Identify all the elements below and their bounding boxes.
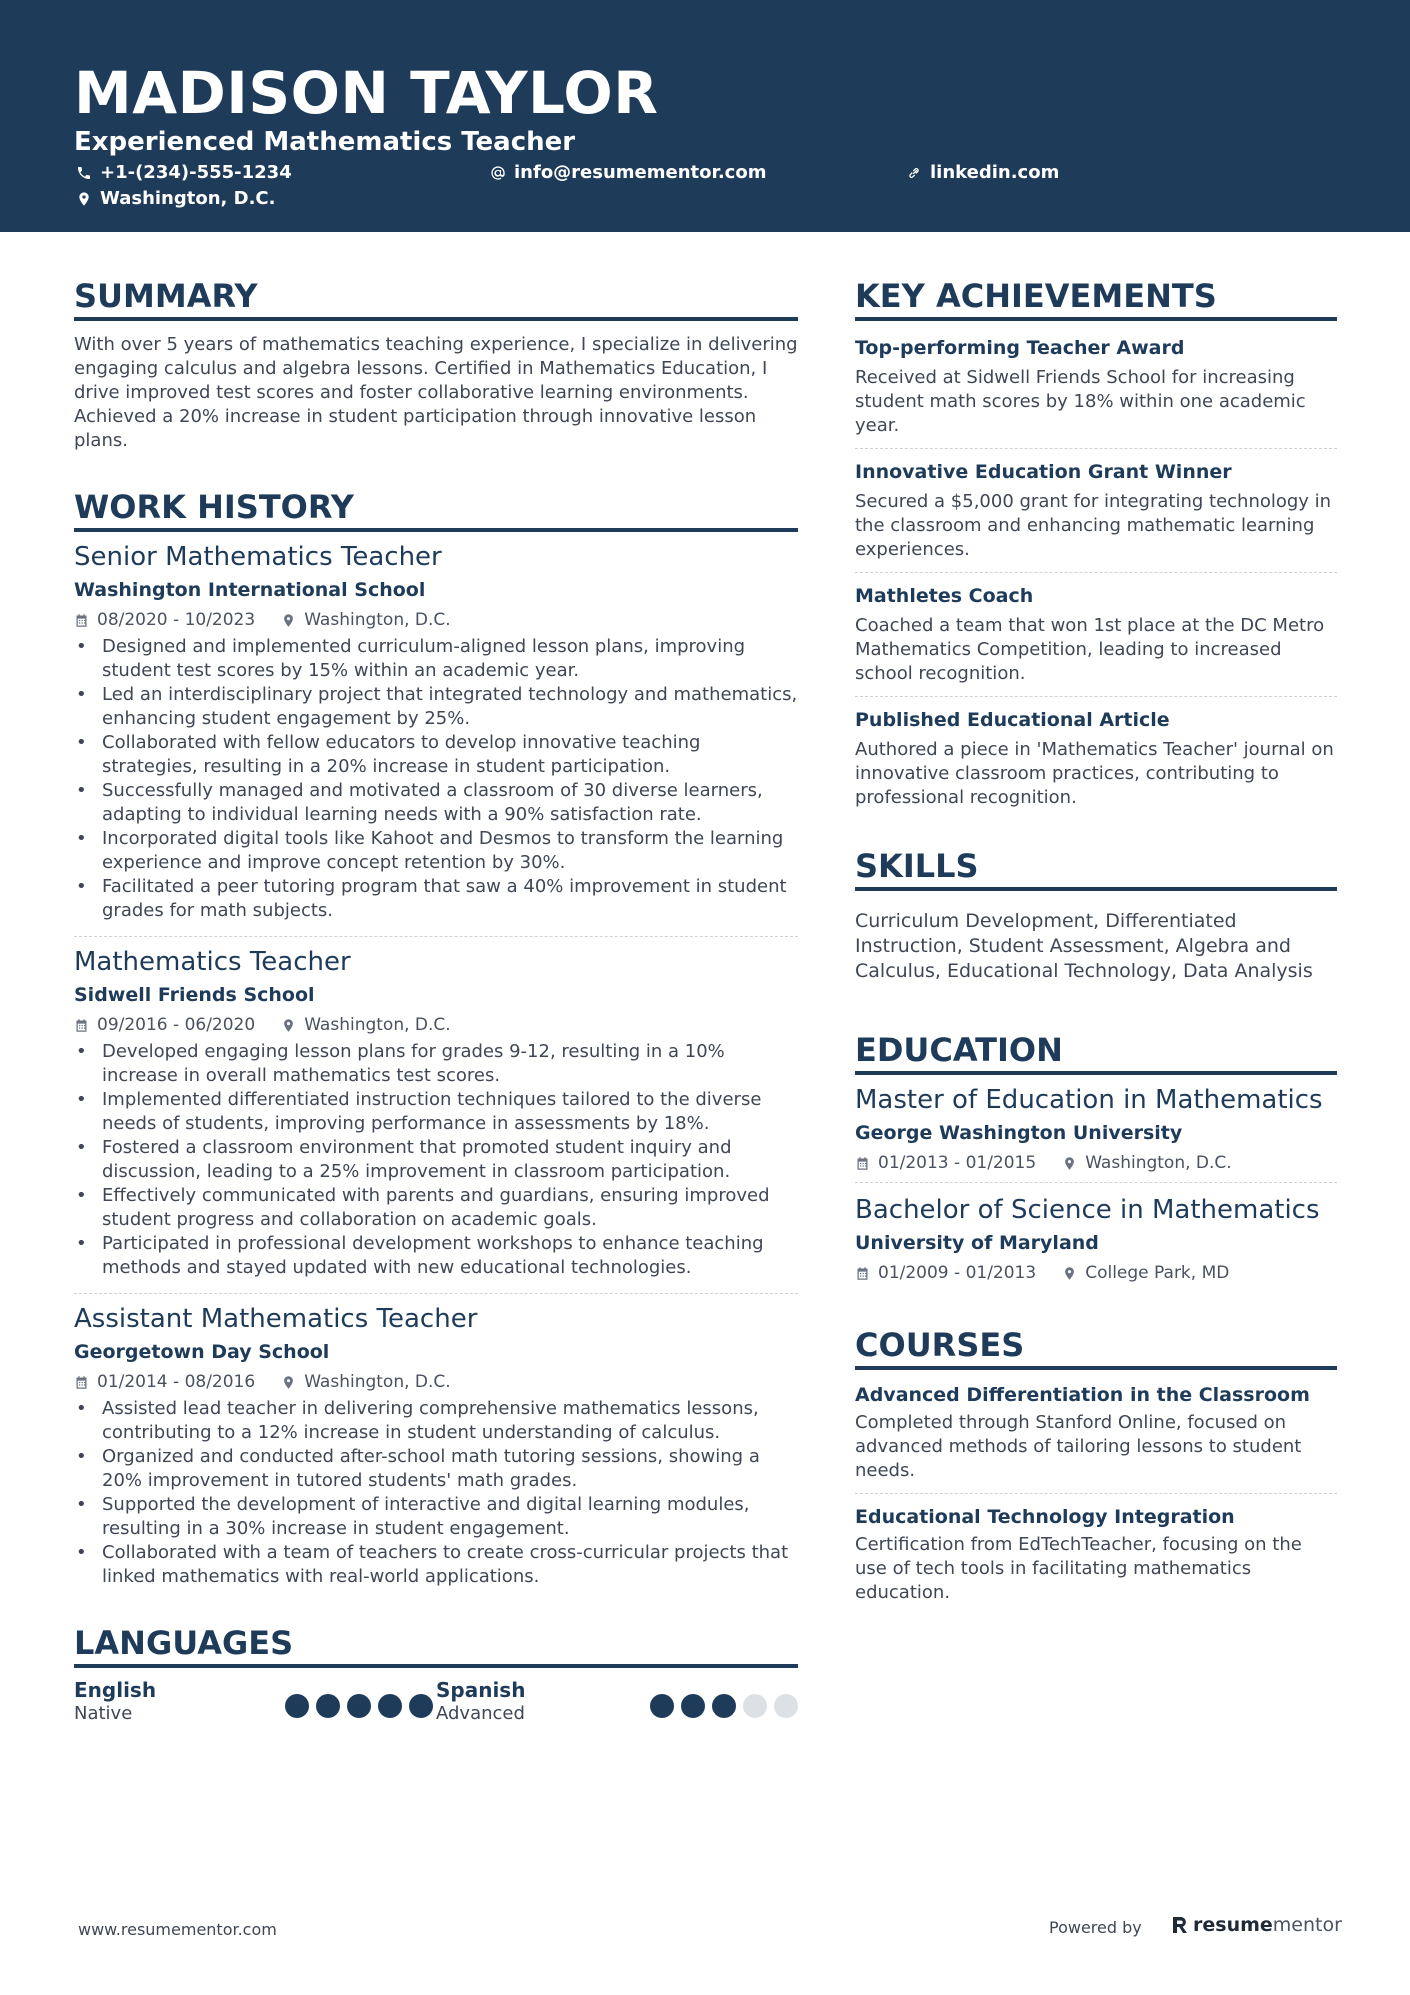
right-column — [855, 276, 1337, 1605]
achievements-heading: KEY ACHIEVEMENTS — [855, 276, 1337, 321]
job-bullets — [74, 635, 798, 923]
rating-dot-filled — [409, 1694, 433, 1718]
language-level: Native — [74, 1703, 133, 1724]
job-bullet: • Collaborated with fellow educators to develop innovative teaching strategies, resulting in a 20% increase in student participation. — [74, 731, 798, 779]
contact-phone — [76, 162, 292, 184]
job-bullet: • Led an interdisciplinary project that integrated technology and mathematics, enhancing student engagement by 25%. — [74, 683, 798, 731]
summary-text: With over 5 years of mathematics teaching experience, I specialize in delivering engaging calculus and algebra lessons. Certified in Mathematics Education, I drive improved test scores and foster collaborative learning environments. Achieved a 20% increase in student participation through innovative lesson plans. — [74, 334, 798, 451]
language-item — [74, 1678, 436, 1726]
school-name: University of Maryland — [855, 1232, 1099, 1254]
job-entry — [74, 540, 798, 923]
location-pin-icon — [281, 1375, 296, 1390]
rating-dot-empty — [743, 1694, 767, 1718]
footer-url[interactable]: www.resumementor.com — [78, 1920, 277, 1939]
achievement-desc: Received at Sidwell Friends School for increasing student math scores by 18% within one academic year. — [855, 367, 1306, 436]
course-desc: Certification from EdTechTeacher, focusing on the use of tech tools in facilitating mathematics education. — [855, 1534, 1302, 1603]
job-employer: Georgetown Day School — [74, 1341, 330, 1363]
summary-heading: SUMMARY — [74, 276, 798, 321]
job-employer: Sidwell Friends School — [74, 984, 315, 1006]
education-meta — [855, 1151, 1337, 1175]
powered-by-label: Powered by — [1049, 1918, 1142, 1937]
job-dates: 08/2020 - 10/2023 — [97, 610, 256, 630]
language-rating — [650, 1694, 798, 1718]
job-dates: 09/2016 - 06/2020 — [97, 1015, 256, 1035]
education-location: College Park, MD — [1085, 1263, 1230, 1283]
rating-dot-filled — [712, 1694, 736, 1718]
courses-heading: COURSES — [855, 1325, 1337, 1370]
job-bullet: • Assisted lead teacher in delivering comprehensive mathematics lessons, contributing to a 12% increase in student understanding of calculus. — [74, 1397, 798, 1445]
language-name: English — [74, 1678, 157, 1702]
job-employer: Washington International School — [74, 579, 426, 601]
job-bullet: • Successfully managed and motivated a classroom of 30 diverse learners, adapting to individual learning needs with a 90% satisfaction rate. — [74, 779, 798, 827]
course-desc: Completed through Stanford Online, focused on advanced methods of tailoring lessons to student needs. — [855, 1412, 1302, 1481]
course-title: Educational Technology Integration — [855, 1506, 1235, 1528]
rating-dot-filled — [681, 1694, 705, 1718]
job-bullet: • Participated in professional development workshops to enhance teaching methods and stayed updated with new educational technologies. — [74, 1232, 798, 1280]
achievement-desc: Secured a $5,000 grant for integrating technology in the classroom and enhancing mathematic learning experiences. — [855, 491, 1332, 560]
rating-dot-filled — [285, 1694, 309, 1718]
achievement-desc: Authored a piece in 'Mathematics Teacher' journal on innovative classroom practices, contributing to professional recognition. — [855, 739, 1334, 808]
job-bullet: • Supported the development of interactive and digital learning modules, resulting in a 30% increase in student engagement. — [74, 1493, 798, 1541]
education-item — [855, 1193, 1337, 1285]
job-bullet: • Designed and implemented curriculum-aligned lesson plans, improving student test scores by 15% within an academic year. — [74, 635, 798, 683]
job-title: Mathematics Teacher — [74, 947, 351, 977]
education-dates: 01/2009 - 01/2013 — [878, 1263, 1037, 1283]
job-location: Washington, D.C. — [304, 1015, 451, 1035]
achievement-title: Published Educational Article — [855, 709, 1170, 731]
rating-dot-filled — [347, 1694, 371, 1718]
rating-dot-filled — [316, 1694, 340, 1718]
work-history-heading: WORK HISTORY — [74, 487, 798, 532]
location-text: Washington, D.C. — [100, 188, 276, 209]
language-level: Advanced — [436, 1703, 525, 1724]
rating-dot-empty — [774, 1694, 798, 1718]
divider — [855, 1182, 1337, 1183]
languages-heading: LANGUAGES — [74, 1623, 798, 1668]
candidate-name: MADISON TAYLOR — [74, 59, 659, 127]
language-item — [436, 1678, 798, 1726]
job-title: Assistant Mathematics Teacher — [74, 1304, 478, 1334]
rating-dot-filled — [650, 1694, 674, 1718]
job-bullet: • Implemented differentiated instruction techniques tailored to the diverse needs of students, improving performance in assessments by 18%. — [74, 1088, 798, 1136]
achievement-item — [855, 335, 1337, 438]
job-location: Washington, D.C. — [304, 1372, 451, 1392]
job-bullet: • Incorporated digital tools like Kahoot and Desmos to transform the learning experience and improve concept retention by 30%. — [74, 827, 798, 875]
divider — [855, 448, 1337, 449]
education-heading: EDUCATION — [855, 1030, 1337, 1075]
skills-heading: SKILLS — [855, 846, 1337, 891]
job-bullet: • Facilitated a peer tutoring program that saw a 40% improvement in student grades for math subjects. — [74, 875, 798, 923]
job-bullet: • Effectively communicated with parents and guardians, ensuring improved student progress and collaboration on academic goals. — [74, 1184, 798, 1232]
education-location: Washington, D.C. — [1085, 1153, 1232, 1173]
job-location: Washington, D.C. — [304, 610, 451, 630]
calendar-icon — [74, 613, 89, 628]
candidate-title: Experienced Mathematics Teacher — [74, 127, 576, 157]
course-title: Advanced Differentiation in the Classroom — [855, 1384, 1310, 1406]
contact-email[interactable] — [490, 162, 766, 184]
course-item — [855, 1504, 1337, 1605]
location-pin-icon — [281, 1018, 296, 1033]
job-entry — [74, 945, 798, 1280]
left-column — [74, 276, 798, 1726]
job-entry — [74, 1302, 798, 1589]
languages-section — [74, 1623, 798, 1726]
job-meta — [74, 1013, 798, 1037]
skills-text: Curriculum Development, Differentiated Instruction, Student Assessment, Algebra and Calculus, Educational Technology, Data Analysis — [855, 910, 1313, 982]
school-name: George Washington University — [855, 1122, 1183, 1144]
education-item — [855, 1083, 1337, 1175]
course-item — [855, 1382, 1337, 1483]
contact-linkedin[interactable] — [906, 162, 1059, 184]
language-name: Spanish — [436, 1678, 526, 1702]
work-history-section — [74, 487, 798, 1589]
location-pin-icon — [1062, 1266, 1077, 1281]
job-bullets — [74, 1397, 798, 1589]
job-bullet: • Organized and conducted after-school math tutoring sessions, showing a 20% improvement in tutored students' math grades. — [74, 1445, 798, 1493]
email-link[interactable]: info@resumementor.com — [514, 162, 767, 183]
job-title: Senior Mathematics Teacher — [74, 542, 442, 572]
achievement-title: Mathletes Coach — [855, 585, 1034, 607]
degree-title: Bachelor of Science in Mathematics — [855, 1195, 1320, 1225]
calendar-icon — [74, 1375, 89, 1390]
link-icon — [906, 165, 922, 181]
location-pin-icon — [1062, 1156, 1077, 1171]
divider — [855, 696, 1337, 697]
achievement-item — [855, 459, 1337, 562]
achievement-item — [855, 583, 1337, 686]
divider — [74, 936, 798, 937]
brand-name-light: mentor — [1272, 1914, 1342, 1936]
language-rating — [285, 1694, 433, 1718]
divider — [74, 1293, 798, 1294]
brand-logo[interactable] — [1171, 1914, 1342, 1936]
location-pin-icon — [281, 613, 296, 628]
education-section — [855, 1030, 1337, 1285]
job-bullet: • Collaborated with a team of teachers to create cross-curricular projects that linked mathematics with real-world applications. — [74, 1541, 798, 1589]
phone-icon — [76, 165, 92, 181]
job-dates: 01/2014 - 08/2016 — [97, 1372, 256, 1392]
achievement-title: Innovative Education Grant Winner — [855, 461, 1232, 483]
contact-location — [76, 188, 275, 210]
achievements-section — [855, 276, 1337, 810]
linkedin-link[interactable]: linkedin.com — [930, 162, 1060, 183]
courses-section — [855, 1325, 1337, 1605]
languages-list — [74, 1678, 798, 1726]
at-icon — [490, 165, 506, 181]
achievement-item — [855, 707, 1337, 810]
education-meta — [855, 1261, 1337, 1285]
degree-title: Master of Education in Mathematics — [855, 1085, 1323, 1115]
achievement-title: Top-performing Teacher Award — [855, 337, 1185, 359]
brand-name-bold: resume — [1193, 1914, 1273, 1936]
calendar-icon — [855, 1266, 870, 1281]
location-pin-icon — [76, 191, 92, 207]
job-bullet: • Developed engaging lesson plans for grades 9-12, resulting in a 10% increase in overall mathematics test scores. — [74, 1040, 798, 1088]
summary-section — [74, 276, 798, 453]
calendar-icon — [855, 1156, 870, 1171]
resumementor-logo-icon — [1171, 1915, 1189, 1935]
job-bullet: • Fostered a classroom environment that promoted student inquiry and discussion, leading to a 25% improvement in classroom participation. — [74, 1136, 798, 1184]
rating-dot-filled — [378, 1694, 402, 1718]
phone-text: +1-(234)-555-1234 — [100, 162, 292, 183]
job-bullets — [74, 1040, 798, 1280]
achievement-desc: Coached a team that won 1st place at the DC Metro Mathematics Competition, leading to increased school recognition. — [855, 615, 1325, 684]
job-meta — [74, 1370, 798, 1394]
divider — [855, 572, 1337, 573]
calendar-icon — [74, 1018, 89, 1033]
divider — [855, 1493, 1337, 1494]
education-dates: 01/2013 - 01/2015 — [878, 1153, 1037, 1173]
job-meta — [74, 608, 798, 632]
skills-section — [855, 846, 1337, 984]
resume-header — [0, 0, 1410, 232]
